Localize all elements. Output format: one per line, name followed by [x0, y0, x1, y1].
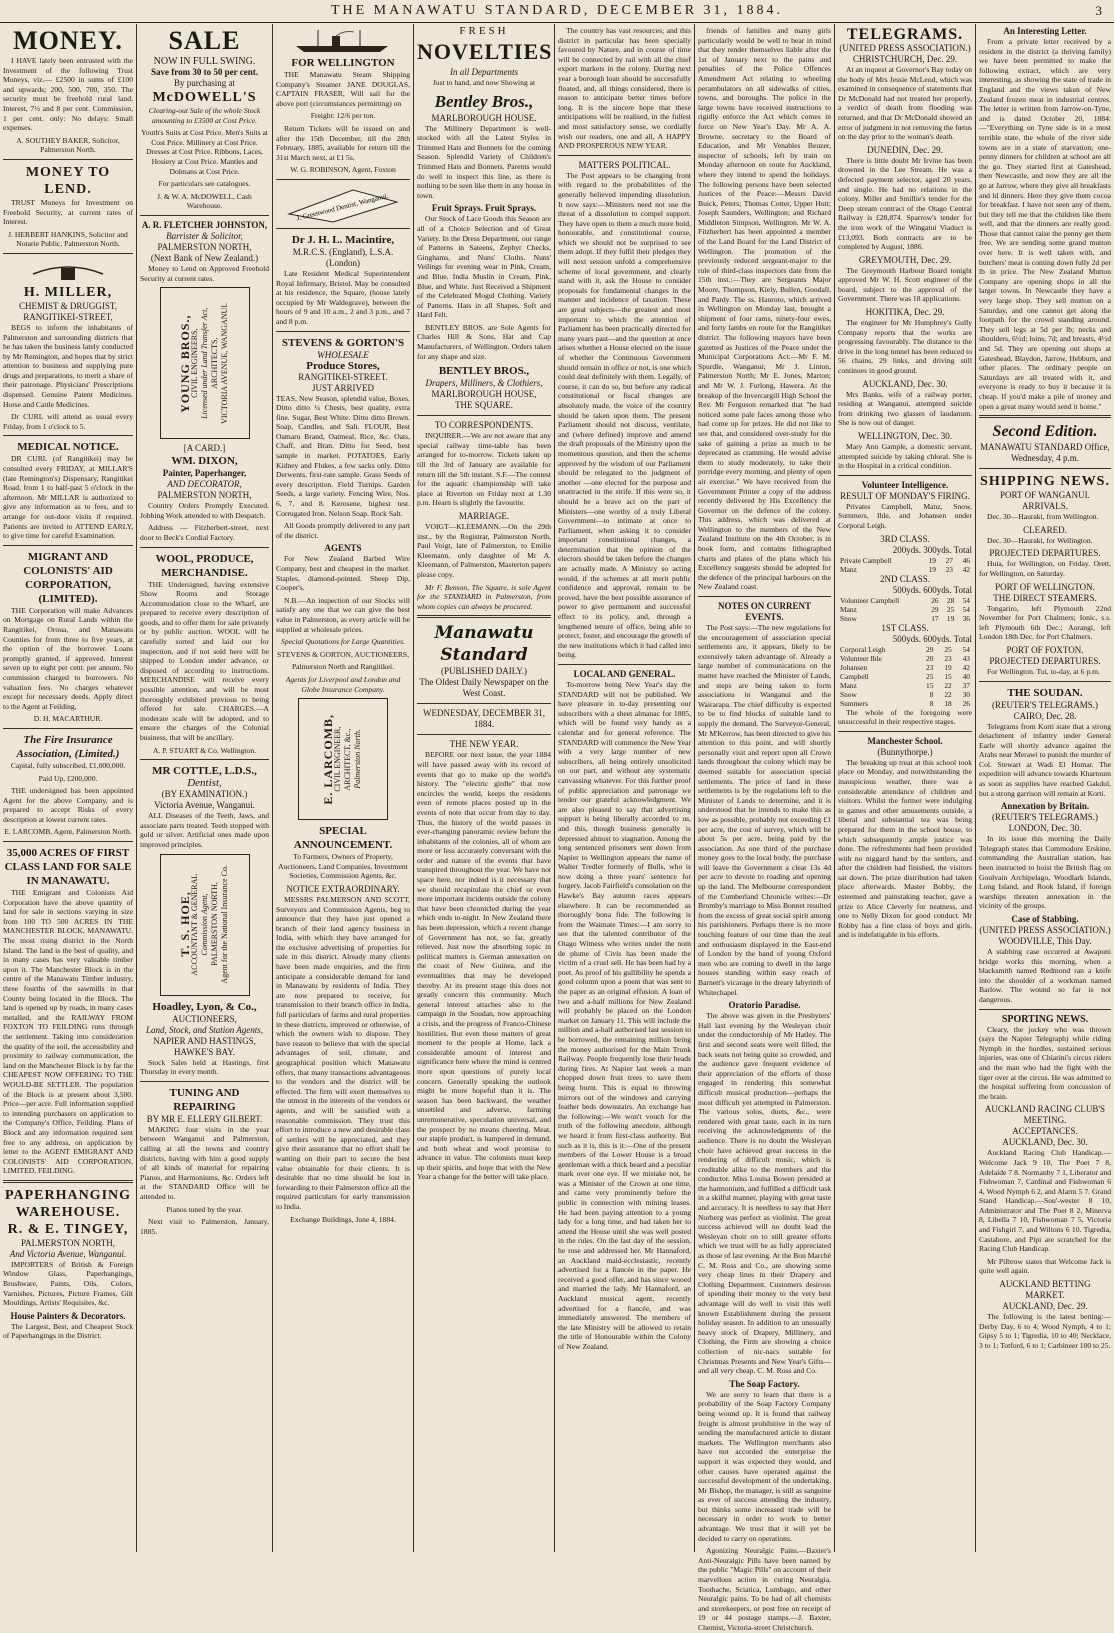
table-row	[838, 614, 972, 623]
hoadley-subheading-2: Land, Stock, and Station Agents,	[145, 1024, 264, 1035]
volunteer-footer: The whole of the foregoing were unsuccessful in their respective stages.	[838, 707, 972, 727]
table-row	[838, 605, 972, 614]
cell: 42	[962, 662, 970, 672]
larcomb-line-4: Palmerston North.	[353, 729, 362, 789]
volunteer-table-1	[838, 645, 972, 708]
table-row	[838, 565, 972, 574]
column-2	[137, 26, 272, 1552]
cleared: CLEARED.	[1023, 524, 1067, 535]
dentist-plate-text: J. Greenwood Dentist, Wanganui.	[295, 191, 390, 223]
tingey-subheading: PALMERSTON NORTH,	[21, 1237, 115, 1248]
cell: Manz	[840, 564, 857, 574]
volunteer-cols-2: 500yds. 600yds. Total	[892, 584, 972, 595]
stevens-signature: STEVENS & GORTON, AUCTIONEERS,	[276, 649, 410, 659]
cell: Volunteer Campbell	[840, 595, 900, 605]
miller-note: Dr CURL will attend as usual every Friday, from 1 o'clock to 5.	[3, 412, 133, 431]
cell: 23	[945, 564, 953, 574]
dixon-subheading-2: AND DECORATOR,	[167, 479, 242, 490]
tuning-heading: TUNING AND REPAIRING	[169, 1086, 240, 1113]
standard-date: WEDNESDAY, DECEMBER 31, 1884.	[422, 708, 545, 730]
cell: 54	[962, 595, 970, 605]
volunteer-cols-1: 500yds. 600yds. Total	[892, 633, 972, 644]
projected: PROJECTED DEPARTURES.	[989, 548, 1101, 559]
column-8	[976, 26, 1114, 1552]
volunteer-2nd-class: 2ND CLASS.	[879, 573, 930, 584]
acres-heading: 35,000 ACRES OF FIRST CLASS LAND FOR SALE IN MANAWATU.	[4, 847, 132, 888]
tingey-body: IMPORTERS of British & Foreign Window Glass, Paperhangings, Brushware, Paints, Oils, Colors, Varnishes, Pictures, Picture Frames, Gilt Mouldings, Artists' Requisites, &c.	[3, 1259, 133, 1308]
correspondents-heading: TO CORRESPONDENTS.	[434, 420, 534, 431]
dixon-subheading: Painter, Paperhanger,	[162, 468, 247, 479]
hoadley-body: Stock Sales held at Hastings, first Thursday in every month.	[140, 1057, 269, 1077]
bentley-agents-note: BENTLEY BROS. are Sole Agents for Charles Hill & Sons, Hat and Cap Manufacturers, of Wellington. Orders taken for any shape and size.	[417, 322, 551, 361]
tingey-heading: R. & E. TINGEY,	[7, 1221, 129, 1237]
freight: Freight: 12/6 per ton.	[310, 111, 376, 121]
fletcher-place: PALMERSTON NORTH,	[157, 241, 252, 252]
wellington-heading: FOR WELLINGTON	[291, 57, 395, 69]
lend-body: TRUST Moneys for Investment on Freehold Security, at current rates of Interest.	[3, 197, 133, 227]
young-line-3: Licensed under Land Transfer Act,	[199, 307, 209, 419]
soap-body: We are sorry to learn that there is a probability of the Soap Factory Company being wound up. It is found that railway freight is almost prohibitive in the way of sending the manufactured article to distant markets. The Wellington merchants also have not accorded the enterprise the support it was expected they would, and other causes have operated against the successful development of the undertaking. Mr Bishop, the manager, is still as sanguine as ever of success attending the industry, but thinks some increased trade will be necessary in order to work to better advantage. We trust that it will yet be decided to carry on operations.	[698, 1389, 831, 1543]
telegrams-wellington: WELLINGTON, Dec. 30.	[857, 431, 953, 441]
cell: 15	[944, 671, 952, 681]
fire-insurance-heading: The Fire Insurance Association, (Limited.)	[16, 733, 120, 760]
telegrams-body-3: The Greymouth Harbour Board tonight approved Mr W. H. Scott engineer of the board, subject to the approval of the Government. There was 18 applications.	[838, 265, 972, 304]
cell: Johansen	[840, 662, 868, 672]
tingey-footer-2: The Largest, Best, and Cheapest Stock of Paperhangings in the District.	[3, 1321, 133, 1341]
hoe-line-5: Agent for the National Insurance Co.	[219, 865, 229, 984]
cell: Snow	[840, 613, 857, 623]
new-year-body: BEFORE our next issue, the year 1884 will have passed away with its record of events that go to make up the world's history. The "electric girdle" that now encircles the world, keeps the residents even of remote places posted up in the events of note that occur from day to day. Thus, the history of the world passes in ever-changing panoramic review before the inhabitants of the colonies, all of whom are more or less accurately conversant with the order and nature of the events that have transpired throughout the year. We have not space here, nor indeed is it necessary that we should recapitulate the chief or even more important incidents outside the colony that have been chronicled during the year which ends to-night. In New Zealand there has been depression, which a recent change of Government has not, so far, greatly relieved. Just now the absorbing topic in political matters is German annexation on the coast of New Guinea, and the eventualities that may be developed thereby. At its present stage this does not greatly concern this community. Much general interest attaches also to the campaign in the Soudan, now approaching a crisis, and the progress of Franco-Chinese hostilities. But even these matters of great moment to the people at Home, lack a considerable amount of interest and significance here where the mind is centred more upon questions of purely local concern. Generally speaking the outlook might be more hopeful than it is. The season has been backward, the weather unsettled and adverse, farming unremunerative, speculation universal, and the prospect by no means cheering. Meat, our staple product, is hampered in demand, and both wheat and wool promise to advance in value. The colonists must keep up their spirits, and hope that with the New Year a change for the better will take place.	[417, 750, 551, 1182]
tingey-subheading-2: And Victoria Avenue, Wanganui.	[9, 1248, 127, 1259]
volunteer-result: RESULT OF MONDAY'S FIRING.	[840, 490, 970, 501]
telegrams-dunedin: DUNEDIN, Dec. 29.	[867, 144, 943, 155]
young-bros-card	[160, 287, 250, 439]
fire-signature: E. LARCOMB, Agent, Palmerston North.	[4, 827, 132, 837]
cell: Manz	[840, 604, 857, 614]
cell: 22	[944, 680, 952, 690]
agents-heading: AGENTS	[324, 543, 362, 554]
robinson-signature: W. G. ROBINSON, Agent, Foxton	[290, 165, 396, 175]
macintire-subheading: M.R.C.S. (England), L.S.A. (London)	[292, 246, 394, 268]
arc-subheading: ACCEPTANCES.	[1012, 1126, 1078, 1137]
dixon-address: Address — Fitzherbert-street, next door to Beck's Cordial Factory.	[140, 523, 269, 542]
cell: 28	[946, 595, 955, 605]
arc-note: Mr Pilbrow states that Welcome Jack is quite well again.	[979, 1256, 1111, 1276]
cell: 42	[962, 564, 970, 574]
notice-extraordinary: NOTICE EXTRAORDINARY.	[286, 883, 400, 894]
fire-paid: Paid Up, £200,000.	[38, 773, 98, 783]
stevens-subheading-2: Produce Stores,	[306, 359, 380, 372]
annexation-body: In its issue this morning the Daily Telegraph states that Commodore Erskine, commanding the Australian station, has been instructed to hoist the British flag on Goulvain Archipelago, Woodlark Islands, Long Island, and Rook Island, if foreign warships threaten annexation in the vicinity of the groups.	[979, 834, 1111, 911]
second-edition-date: Wednesday, 4 p.m.	[1011, 453, 1079, 464]
projected-body: Huia, for Wellington, on Friday. Orett, for Wellington, on Saturday.	[979, 559, 1111, 578]
masthead	[0, 0, 1114, 23]
migrant-signature: D. H. MACARTHUR.	[33, 714, 103, 724]
fire-capital: Capital, fully subscribed, £1,000,000.	[10, 760, 126, 770]
medical-notice-heading: MEDICAL NOTICE.	[17, 441, 119, 454]
column-4	[414, 26, 554, 1552]
correspondents-body: INQUIRER.—We are not aware that any special railway time-table has been arranged for to-morrow. Tickets taken up till the 3rd of January are available for return till the 5th instant. S.F.—The contest for the aquatic championship will take place at Riverton on Friday next at 1.30 p.m. Hearn is slightly the favourite.	[417, 431, 551, 508]
cell: 26	[931, 595, 939, 605]
cell: 17	[931, 613, 939, 623]
betting-body: The following is the latest betting:—Derby Day, 6 to 4; Wood Nymph, 4 to 1; Gipsy 5 to 1; Tigredia, 10 to 40; Necklace, 3 to 1; Totford, 6 to 1; Carbineer 100 to 25.	[979, 1312, 1111, 1350]
local-heading: LOCAL AND GENERAL.	[573, 669, 676, 679]
sale-items: Youth's Suits at Cost Price. Men's Suits at Cost Price. Millinery at Cost Price. Dresses at Cost Price. Ribbons, Laces, Hosiery at Cost Price. Mantles and Dolmans at Cost Price.	[141, 128, 268, 176]
sale-firm: McDOWELL'S	[152, 90, 257, 105]
stevens-street: RANGITIKEI-STREET.	[298, 371, 388, 382]
table-row	[838, 645, 972, 654]
agent-note: Mr F. Benson, The Square, is sole Agent for the STANDARD in Palmerston, from whom copies can always be procured.	[417, 582, 551, 611]
table-row	[838, 556, 972, 565]
interest-body: From a private letter received by a resident in the district (a thriving family) we have been permitted to make the following extract, which are very interesting, as showing the state of trade in England and the views taken of New Zealand frozen meat in industrial centres. The letter is written from Jarrow-on-Tyne, and is dated October 20, 1884:—"Everything on Tyne side is in a most terrible state, the whole of the river side towns are in a state of starvation; one-penny dinners for children at school are all the go. They started first at Gateshead, then Newcastle, and now they are all the go at Jarrow, where they give all breakfasts and ld dinners. Here they give them cocoa for breakfast. I have not seen any of them, but they tell me that the children like them well, and that the dinners are really good. Those that cannot raise the penny get them free. We are sending some grand mutton over here. It is well taken with, and butchers' meat is coming down fully 2d per lb in price. The New Zealand Mutton Company are opening shops in all the larger towns. In Newcastle they have a very large shop. They sell mutton on a Saturday, and one cannot get along the footpath for the crowd standing around. They sell legs at 5d per lb; necks and shoulders, 6½d; loins, 7d; and breasts, 4½d and 5d. They are opening out shops at Gateshead, Blaydon, Jarrow, Hebburn, and other places. The ordinary people on Saturdays are all treated with it, and everyone is ready to buy it because it is cheap. If you'd make a pile of money and open a great many would send it home."	[979, 37, 1111, 411]
column-1	[0, 26, 136, 1552]
wool-heading: WOOL, PRODUCE, MERCHANDISE.	[155, 552, 254, 579]
table-row	[838, 681, 972, 690]
cell: Campbell	[840, 671, 869, 681]
volunteer-table-2	[838, 596, 972, 623]
cell: 36	[962, 613, 970, 623]
tingey-footer: House Painters & Decorators.	[10, 1310, 126, 1321]
cell: 25	[926, 671, 934, 681]
marlborough-house: MARLBOROUGH HOUSE.	[431, 112, 537, 123]
acres-body: THE Emigrant and Colonists Aid Corporation have the above quantity of land for sale in sections varying in size from 100 TO 500 ACRES IN THE MANCHESTER BLOCK, MANAWATU. The most rising district in the North Island. The land is the best of quality, and in many cases has very valuable timber upon it. The Manchester Block is in the centre of the Manawatu Timber industry, three fourths of the sawmills in that County being located in the Block. The land is opened up by roads, in many cases metalled, and the RAILWAY FROM FOXTON TO FEILDING runs through the settlement. Taking into consideration the quality of the soil, the accessibility and proximity to railway communication, the land on the Manchester Block is by far the CHEAPEST NOW OFFERING TO THE WOULD-BE SETTLER. The population of the Block is at present about 3,500. Price—per acre. Full information supplied to intending purchasers on application to the Company's Office, Feilding. Plans of Block and any information required sent free to any address, on application by letter to the AGENT EMIGRANT AND COLONISTS' AID CORPORATION, LIMITED, FEILDING.	[3, 888, 133, 1176]
manchester-body: The breaking up treat at this school took place on Monday, and notwithstanding the inauspicious weather, there was a considerable attendance of children and visitors. Whilst the former were indulging in games and other amusements outside, a liberal and substantial tea was being prepared for them in the school house, to which subsequently ample justice was done. The refreshments had been provided with no niggard hand by the settlers, and after the children had finished, the visitors sat down. The prize distribution had taken place afterwards. Master Bobby, the esteemed and painstaking teacher, gave a prize to Alice Cleverly for neatness, and one to Nelly Dixon for good conduct. Mr Robby has a fine class of boys and girls, and is indefatigable in his efforts.	[838, 757, 972, 940]
annexation-reuter: (REUTER'S TELEGRAMS.)	[992, 812, 1098, 823]
arrivals: ARRIVALS.	[1021, 501, 1069, 512]
agents-nb: N.B.—An inspection of our Stocks will satisfy any one that we can give the best value in Palmerston, as every article will be supplied at wholesale prices.	[276, 595, 410, 634]
volunteer-table-3	[838, 556, 972, 574]
telegrams-body-2: There is little doubt Mr Irvine has been drowned in the Lee Stream. He was a defected payment selector, aged 20 years, and single. He had no relations in the colony. Miller and Smillie's tender for the Deep stream contract of the Otago Central Railway is £28,874. Sparrow's tender for the iron work of the Wingatui Viaduct is £13,093. Both contracts are to be completed by August, 1886.	[838, 155, 972, 252]
foxton-projected: PROJECTED DEPARTURES.	[989, 655, 1101, 666]
soudan-reuter: (REUTER'S TELEGRAMS.)	[992, 699, 1098, 710]
cleared-body: Dec. 30—Hauraki, for Wellington.	[987, 535, 1093, 545]
table-row	[838, 672, 972, 681]
miller-body: BEGS to inform the inhabitants of Palmerston and surrounding districts that he has taken the business lately conducted by Mr Remington, and hopes that by strict attention to business and supplying pure drugs and preparations, to merit a share of their patronage. Physicians' Prescriptions dispensed. Genuine Patent Medicines. Horse and Cattle Medicines.	[3, 322, 133, 409]
return-body: Return Tickets will be issued on and after the 15th December, till the 28th February, 1885, available for return till the 31st March next, at £1 5s.	[276, 123, 410, 162]
cell: 29	[926, 644, 934, 654]
cell: 26	[962, 698, 970, 708]
direct-steamers: THE DIRECT STEAMERS.	[993, 592, 1097, 603]
bentley-heading: Bentley Bros.,	[434, 91, 534, 111]
direct-body: Tongariro, left Plymouth 22nd November for Port Chalmers; Ionic, s.s. left Plymouth 6th Dec.; Aorangi, left London 18th Dec. for Port Chalmers.	[979, 603, 1111, 642]
interest-heading: An Interesting Letter.	[1003, 26, 1087, 36]
cottle-body: ALL Diseases of the Teeth, Jaws, and associate parts treated. Teeth stopped with gold or silver. Artificial ones made upon improved principles.	[140, 811, 269, 849]
stevens-note: All Goods promptly delivered to any part of the district.	[276, 521, 410, 540]
special-quotations: Special Quotations for Large Quantities.	[281, 637, 405, 647]
miller-street: RANGITIKEI-STREET,	[23, 311, 113, 322]
cottle-subheading: Dentist,	[187, 777, 222, 790]
manchester-heading: Manchester School.	[867, 735, 943, 746]
medical-notice-body: DR CURL (of Rangitikei) may be consulted every FRIDAY, at MILLAR'S (late Remington's) Dispensary, Rangitikei Road, from 1 to half-past 5 o'clock in the afternoon. Mr MILLAR is authorized to give any information as to fees, and to arrange for out-door visits if required. Patients are invited to ATTEND EARLY, to give time for careful Examination.	[3, 454, 133, 541]
stabbing-body: A stabbing case occurred at Awapuni bridge works this morning, when a blacksmith named Redmond ran a knife into the shoulder of a workman named Barlow. The wound so far is not dangerous.	[979, 947, 1111, 1004]
table-row	[838, 654, 972, 663]
lend-signature: J. HERBERT HANKINS, Solicitor and Notarie Public, Palmerston North.	[8, 229, 128, 249]
table-row	[838, 699, 972, 708]
tuning-body: MAKING four visits in the year between Wanganui and Palmerston, calling at all the towns and country districts, having with him a good supply of all kinds of material for repairing Pianos, and Harmoniums, &c. Orders left at the STANDARD Office will be attended to.	[140, 1124, 269, 1201]
marlborough-house-2: MARLBOROUGH HOUSE,	[431, 389, 537, 400]
paperhanging-heading: PAPERHANGING WAREHOUSE.	[4, 1187, 132, 1220]
telegrams-body-4: The engineer for Mr Humphrey's Gully Company reports that the works are progressing favourably. The distance to the drive in the long tunnel has been reduced to 56 chains, 29 links, and driving still continues in good ground.	[838, 318, 972, 376]
telegrams-body-5: Mrs Banks, wife of a railway porter, residing at Wanganui, attempted suicide from drinking two glasses of laudanum. She is now out of danger.	[838, 389, 972, 428]
soap-heading: The Soap Factory.	[729, 1378, 800, 1389]
cell: 54	[962, 644, 970, 654]
cottle-exam: (BY EXAMINATION.)	[161, 789, 248, 800]
tuning-note: Pianos tuned by the year.	[166, 1204, 243, 1214]
tuning-next: Next visit to Palmerston, January, 1885.	[140, 1217, 269, 1236]
telegrams-heading: TELEGRAMS.	[846, 26, 964, 43]
fletcher-subheading: Barrister & Solicitor,	[166, 230, 243, 241]
cell: Summers	[840, 698, 868, 708]
migrant-body: THE Corporation will make Advances on Mortgage on Rural Lands within the Rangitikei, Oroua, and Manawatu Counties for from three to five years, at the option of the borrower. Loans promptly granted, if approved. Interest seven up to eight per cent. per annum. No commission charged to borrowers. No valuation fees. No charges whatever except for necessary deeds. Apply direct to the Agent at Feilding,	[3, 605, 133, 711]
port-wanganui: PORT OF WANGANUI.	[1000, 490, 1090, 501]
column-3	[273, 26, 413, 1552]
standard-published: (PUBLISHED DAILY.)	[441, 666, 527, 677]
larcomb-line-3: ARCHITECT, &c.,	[343, 728, 352, 791]
money-body: I HAVE lately been entrusted with the Investment of the following Trust Moneys, viz.— £2500 in sums of £100 and upwards; 200, 500, 700, 350. The security must be freehold rural land, Interest, 7½ and 8 per cent. Commission, 1 per cent. only: No delays: Small expenses.	[3, 56, 133, 133]
volunteer-cols-3: 200yds. 300yds. Total	[892, 544, 972, 555]
cell: 20	[926, 653, 934, 663]
liverpool-agents: Agents for Liverpool and London and Globe Insurance Company.	[285, 674, 401, 694]
sale-heading: SALE	[168, 26, 241, 55]
cell: 25	[946, 604, 955, 614]
telegrams-assoc: (UNITED PRESS ASSOCIATION.)	[839, 43, 971, 53]
young-line-1: YOUNG BROS.,	[177, 313, 192, 413]
cell: 23	[926, 662, 934, 672]
cell: 25	[944, 644, 952, 654]
foxton-body: For Wellington. Tui, to-day, at 6 p.m.	[987, 666, 1100, 676]
stevens-arrived: JUST ARRIVED	[311, 382, 375, 393]
drapers: Drapers, Milliners, & Clothiers,	[425, 378, 543, 389]
sale-signature: J. & W. A. McDOWELL, Cash Warehouse.	[157, 191, 252, 211]
macintire-heading: Dr J. H. L. Macintire,	[291, 233, 395, 246]
soudan-body: Telegrams from Korti state that a strong detachment of infantry under General Earle will shortly advance against the Arabs near Merawi to punish the murder of Col. Stewart at Wadi El Homar. The expedition will advance towards Khartoum as soon as supplies have reached Gakdul, but a strong garrison will remain at Korti.	[979, 721, 1111, 798]
fletcher-heading: A. R. FLETCHER JOHNSTON,	[141, 219, 268, 230]
agents-body: For New Zealand Barbed Wire Company, best and cheapest in the market. Staples, diamond-pointed. Sheep Dip, Cooper's.	[276, 554, 410, 593]
wool-signature: A. P. STUART & Co. Wellington.	[152, 745, 257, 755]
intro-body-6: friends of families and many girls particularly would be well to bear in mind that they render themselves liable after the 1st of January next to the pains and penalties of the Police Offences Amendment Act relating to wheeling perambulators on all sidewalks of cities, towns, and boroughs. The police in the large towns have received instructions to rigidly enforce the Act which comes in force on New Year's Day. Mr A. A. Browne, secretary to the Board of Education, and Mr Venables Beuzer, inspector of schools, left by train on Monday afternoon en route for Auckland, where they intend to spend the holidays. The following persons have been selected Justices of the Peace:—Messrs David Buick, Peters; Thomas Cotter, Upper Hutt; Joseph Saunders, Wellington; and Richard Middleton Simpson, Wellington. Mr W. A. Fitzherbert has been appointed a member of the Land Board for the Land District of Wellington. The promotion of the previously reduced sergeant-major to the rule of third-class inspectors date from the 15th inst.:—They are Sergeants Major Moore, Thompson, Kiely, Bullen, Goodall, and Pardy. The ss. Hauroto, which arrived in Wellington on Monday last, brought a shipment of four rams, ninety-four ewes, and forty lambs en route for the Rangitikei district. The following mayors have been gazetted as Justices of the Peace under the Municipal Corporations Act:—Mr F. M. Spurdle, Wanganui; Mr J. Linton, Palmerston North; Mr E. Jones, Marton; and Mr W. J. Furlong, Hawera. At the breakup of the Invercargill High School the Rev. Mr Ferguson remarked that "he had noticed some pale faces among those who had come up for prizes. He did not like to see that, and considered over-study for the sake of gaining a prize as much to be deprecated as cramming. He would advise them to study moderately, to take their porridge every morning, and plenty of open air exercise." We have received from the Government Printer a copy of the address recently delivered by His Excellency the Governor on the defence of the colony. This address, which was delivered at Wellington to the members of the New Zealand Institute on the 4th October, is in book form, and contains lithographed charts and plates of the plans which his Excellency suggests should be adopted for the defence of the principal harbours on the New Zealand coast.	[698, 26, 831, 592]
sporting-heading: SPORTING NEWS.	[1001, 1013, 1089, 1025]
fire-body: THE undersigned has been appointed Agent for the above Company, and is prepared to accept Risks of every description at lowest current rates.	[3, 786, 133, 824]
second-edition-office: MANAWATU STANDARD Office,	[980, 442, 1110, 453]
cell: Snow	[840, 689, 857, 699]
sale-subheading: NOW IN FULL SWING.	[153, 56, 256, 67]
young-line-5: VICTORIA AVENUE, WANGANUI.	[219, 302, 229, 424]
manchester-subheading: (Bunnythorpe.)	[877, 746, 933, 757]
cell: Corporal Leigh	[840, 644, 886, 654]
sporting-body: Cleary, the jockey who was thrown (says the Napier Telegraph) while riding Nymph in the hurdles, sustained serious injuries, was one of Chiarini's circus riders and the man who had the fight with the tiger over at the circus. He was admitted to the hospital suffering from concussion of the brain.	[979, 1024, 1111, 1101]
column-7	[835, 26, 975, 1552]
fresh-heading: FRESH	[459, 25, 509, 37]
volunteer-heading: Volunteer Intelligence.	[861, 479, 949, 490]
stabbing-heading: Case of Stabbing.	[1011, 914, 1079, 924]
cell: Manz	[840, 680, 857, 690]
second-edition-heading: Second Edition.	[992, 423, 1098, 441]
betting-heading: AUCKLAND BETTING MARKET.	[999, 1279, 1091, 1301]
stevens-list: TEAS, New Season, splendid value, Boxes. Ditto ditto ¼ Chests, best quality, extra fine. Sugar, Best White. Ditto ditto Brown. Soap, Candles, and Salt. FLOUR, Best Oamaru Brand, Oatmeal, Rice, &c. Oats, Chaff, and Bran. Ditto for Seed, best sample in market. POTATOES, Early Kidney and Flukes, a few sacks only. Ditto Derwents, first-rate sample. Grass Seeds of every description. Field Turnips. Garden Seeds, a large variety. Fencing Wire, Nos. 6, 7, and 8. Kerosene, highest test. Corrugated Iron. Nelson Soap. Rock Salt.	[276, 393, 410, 518]
betting-place: AUCKLAND, Dec. 29.	[1002, 1301, 1088, 1312]
just-to-hand: Just to hand, and now Showing at	[432, 78, 536, 87]
table-row	[838, 596, 972, 605]
macintire-body: Late Resident Medical Superintendent Royal Infirmary, Bristol. May be consulted at his residence, the Square, (house lately occupied by Mr Waldegrave), between the hours of 9 and 10 a.m., 2 and 3 p.m., and 7 and 8 p.m.	[276, 268, 410, 326]
cell: 27	[945, 555, 953, 565]
masthead-title: THE MANAWATU STANDARD, DECEMBER 31, 1884.	[330, 3, 784, 18]
hoadley-subheading: AUCTIONEERS,	[172, 1013, 237, 1024]
cell: 37	[962, 680, 970, 690]
larcomb-line-2: CIVIL ENGINEER,	[333, 726, 342, 792]
cottle-heading: MR COTTLE, L.D.S.,	[152, 765, 257, 778]
cell: 15	[926, 680, 934, 690]
cell: Private Campbell	[840, 555, 892, 565]
arc-place: AUCKLAND, Dec. 30.	[1002, 1137, 1088, 1148]
stabbing-place: WOODVILLE, This Day.	[998, 936, 1092, 946]
miller-subheading: CHEMIST & DRUGGIST,	[19, 300, 117, 311]
cell: 22	[944, 689, 952, 699]
standard-title: Manawatu Standard	[434, 623, 534, 666]
dentist-plate-icon	[276, 184, 410, 224]
wool-body: THE Undersigned, having extensive Show Rooms and Storage Accommodation close to the Wharf, are prepared to receive every description of goods, and to offer them for sale privately or by public auction. WOOL will be carefully sorted and laid out for inspection, and if not sold here will be shipped to London under advance, or disposed of according to instructions. MERCHANDISE will receive every possible attention, and will be most thoroughly exhibited previous to being offered for sale. CHARGES.—A moderate scale will be adopted, and to ensure the charges of the Colonial business, that will be ancillary.	[140, 579, 269, 742]
dixon-heading: WM. DIXON,	[171, 455, 238, 468]
sale-percent: Save from 30 to 50 per cent.	[151, 67, 258, 77]
cell: 54	[962, 604, 970, 614]
lace-body: Our Stock of Lace Goods this Season are all of a Choice Selection and of Great Variety. In the Dress Department, our range of Patterns in Sateens, Zephyr Checks, Ginghams, and Nuns' Cloths. Nuns' Veilings for evening wear in Pink, Cream, and Blue. India Muslin in Cream, Pink, Blue, and White. Just Received a Shipment of the Celebrated Mogul Clothing. Variety of Patterns. Hats in all Shapes, Soft and Hard Felt.	[417, 214, 551, 320]
card-label: [A CARD.]	[183, 443, 226, 454]
arrivals-body: Dec. 30—Hauraki, from Wellington.	[987, 512, 1099, 522]
cell: 30	[962, 689, 970, 699]
sale-footer: For particulars see catalogues.	[158, 179, 251, 189]
port-foxton: PORT OF FOXTON.	[1006, 644, 1084, 655]
volunteer-3rd-class: 3RD CLASS.	[880, 533, 930, 544]
matters-heading: MATTERS POLITICAL.	[578, 159, 671, 170]
port-wellington: PORT OF WELLINGTON.	[995, 581, 1095, 592]
hoe-card	[160, 854, 250, 996]
table-row	[838, 663, 972, 672]
cell: 8	[929, 689, 934, 699]
cell: 43	[962, 653, 970, 663]
telegrams-body-6: Mary Ann Gample, a domestic servant, attempted suicide by taking chloral. She is in the Hospital in a critical condition.	[838, 442, 972, 471]
departments: In all Departments	[450, 67, 518, 77]
stabbing-assoc: (UNITED PRESS ASSOCIATION.)	[979, 925, 1111, 935]
neuralgia-body: Agonizing Neuralgic Pains.—Baxter's Anti-Neuralgic Pills have been named by the public "Magic Pills" on account of their marvellous action in curing Neuralgia, Toothache, Sciatica, Lumbago, and other Neuralgic pains. To be had of all chemists and storekeepers, or post free on receipt of 19 or 44 postage stamps.—J. Baxter, Chemist, Victoria-street Christchurch.	[698, 1546, 831, 1632]
new-year-heading: THE NEW YEAR.	[449, 739, 519, 750]
notes-body: The Post says:—The new regulations for the encouragement of association special settlements are, it appears, likely to be extensively taken advantage of. Already a large number of communications on the matter have reached the Minister of Lands, and steps are being taken to form associations in Wanganui and the Wairarapa. The chief difficulty is expected to be to find blocks of suitable land to supply the demand. The Surveyor-General, Mr M'Kerrow, has been directed to give his attention to this point, and will shortly personally visit and report upon all Crown lands throughout the colony which may be deemed suitable for association special settlements. The price of land in these settlements is by the regulations left to the Minister of Lands to determine, and it is understood that he intends to make this as low as possible, probably not exceeding £1 per acre, the cost of survey, which will be about 5s per acre, being paid by the association. As one third of the purchase money goes to the local body, the purchase will leave the Government a clear 13s 4d per acre to devote to roading and opening up the land. The Melbourne correspondent of the Cumberland Chronicle writes:—Dr Bromby's marriage to Miss Bonnet resulted from the excess of great social spirit among his parishioners. Perhaps there is no more touching feature of our time than the zeal and enthusiasm displayed in the East-end of London by the band of young Oxford men who are coming to dwell in the large houses standing within easy reach of Barnett's vicarage in the dreary labyrinth of Whitechapel.	[698, 623, 831, 997]
hoe-line-2: ACCOUNTANT & GENERAL	[189, 873, 199, 976]
volunteer-1st-class: 1ST CLASS.	[881, 622, 929, 633]
oratorio-body: The above was given in the Presbyters' Hall last evening by the Wesleyan choir under the conductorship of Mr Hatley. The first and second seats were well filled, the back seats not being quite so crowded, and the audience gave frequent evidence of their appreciation of the efforts of those engaged in rendering this somewhat difficult musical production—perhaps the most difficult yet attempted in Palmerston. The various solos, duets, &c., were rendered with great taste, each in its turn receiving the acknowledgments of the audience. There is no doubt the Wesleyan choir have achieved great success in the rendering of difficult music, which is creditable alike to the members and the conductor. Miss Louisa Bowen presided at the harmonium, and fulfilled a difficult task in a skilful manner, playing with great taste and accuracy. It is needless to say that Herr Norberg was perfect as violinist. The great success achieved will no doubt lead the Wesleyan choir on to still greater efforts which we trust will be as fully appreciated as those of last evening. At the Bon Marché C. M. Ross and Co., are showing some very cheap lines in their Drapery and Clothing Department. Customers desirous of spending their money to the very best advantage will do well to visit this well known Establishment during the present holiday season. In addition to an unusually heavy stock of Drapery, Millinery, and Clothing, the Firm are showing a choice collection of nic-nacs suitable for Christmas Presents and New Year's Gifts—and all very cheap. C. M. Ross and Co.	[698, 1011, 831, 1376]
column-5	[555, 26, 694, 1552]
cell: 19	[944, 662, 952, 672]
arc-body: Auckland Racing Club Handicap.—Welcome Jack 9 10, The Poet 7 8, Adelaide 7 8. Normanby 7 1, Liberator and Fishwoman 7, Cardinal and Fishwoman 6 4, Wood Nymph 6 2, and Alarm 5 7. Grand Stand Handicap.—Sou'-wester 8 10, Administrator and The Poet 8 2, Minerva 8, Libella 7 10, Fishwoman 7 5, Victoria and Fishgirl 7, and Wiltons 6 10. Tigredia, Castabore, and Pipi are scratched for the Racing Club Handicap.	[979, 1148, 1111, 1254]
annexation-heading: Annexation by Britain.	[1000, 801, 1090, 812]
lend-heading: MONEY TO LEND.	[25, 164, 111, 197]
money-heading: MONEY.	[13, 26, 123, 55]
fletcher-address: (Next Bank of New Zealand.)	[150, 252, 259, 263]
soudan-heading: THE SOUDAN.	[1007, 686, 1083, 699]
page-number: 3	[1095, 3, 1102, 18]
fruit-sprays: Fruit Sprays. Fruit Sprays.	[431, 203, 537, 214]
arc-heading: AUCKLAND RACING CLUB'S MEETING.	[984, 1104, 1106, 1126]
cell: Volunteer Ihle	[840, 653, 882, 663]
special-body: MESSRS PALMERSON AND SCOTT, Surveyors and Commission Agents, beg to announce that they have just opened a branch of their land agency business in India, with which they have arranged for the exclusive advertising of properties for sale in this district. Already many clients have been made enquiries, and the firm anticipate a considerable demand for land in Manawatu by residents of India. They are now prepared to receive, for transmission to their branch office in India, full particulars of farms and rural properties in these districts, improved or otherwise, of which the owners wish to dispose. They have reason to believe that with the special advantages of soil, climate, and geographical position which Manawatu offers, that many transactions advantageous to the vendors and the district will be effected. The firm will exert themselves to the utmost in the interests of the vendors or agents, and will be satisfied with a reasonable commission. They trust this effort to introduce a new and desirable class of settlers will be appreciated, and they give their assurance that no effort shall be wanting on their part to secure the best value obtainable for their clients. It is desirable that no time should be lost in forwarding to their Palmerston office all the required particulars for early transmission to India.	[276, 894, 410, 1211]
local-body: To-morrow being New Year's day the STANDARD will not be published. We have pleasure in to-day presenting our subscribers with a sheet almanac for 1885, which will be found very handy as a calendar and for general reference. The STANDARD will commence the New Year with a very large number of new subscribers, all being entirely unsolicited on our part, and without any systematic canvassing whatever. For this further proof of public appreciation and patronage we tender our grateful acknowledgment. We are also pleased to say that advertising support is being liberally accorded to us, and this, though business generally is depressed almost to stagnation. Among the long sentenced prisoners sent down from Napier to Wellington appears the name of Walter Tredler formerly of Bulls, who is now doing a three years' sentence for forgery. Jacob Fairfield's consolation on the Hawke's Bay autumn races appears elsewhere. It can be recommended as thoroughly bona fide. The following is from the Waimate Times:—I am sorry to see that the talented contributor of the Otago Witness who writes under the nom de plume of Civis has been made the victim of a cruel sell. He has been had by a poet. As proof of his gullibility he spends a good column upon a poem that was sent to the paper as an original effusion. A loan of two and a-half millions for New Zealand will probably be placed on the London market on January 11. This will include the million and a-half authorised last session to be borrowed, the remaining million being the money authorised for the Main Trunk Railway. People frequently lose their heads during fires. At Napier last week a man chopped down fruit trees to save them being burnt. This is equal to throwing mirrors out of the windows and carrying feather beds downstairs. An exchange has the following:—We won't vouch for the truth of the following anecdote, although we heard it from first-class authority. But such as it is, this is it:—One of the present members of the Lower House is a broad gentleman with a thick beard and a peculiar mark over one eye. If we mistake not, he was a Minister of the Crown at one time, and came very prominently before the public in connection with mining leases. He had been paying attention to a young lady for a long time, and had taken her to attend the House until she was well posted in the rules. On the last day of the session, he rose and addressed her. Mr Hannaford, an Auckland maid-ecclesiastic, recently advertised for a fiancée in the paper. He received a good offer, and has since wooed and married the lady. Mr Hannaford, an Auckland musical agent, recently advertised for a fiancée, and was immediately answered. The members of the late Ministry will be allowed to retain the title of Honourable within the Colony of New Zealand.	[558, 680, 691, 1351]
telegrams-auckland: AUCKLAND, Dec. 30.	[862, 378, 948, 389]
cottle-place: Victoria Avenue, Wanganui.	[154, 800, 255, 811]
money-signature: A. SOUTHEY BAKER, Solicitor, Palmerston North.	[16, 135, 120, 155]
hoe-line-1: T. S. HOE,	[177, 891, 192, 958]
young-line-4: ARCHITECTS,	[209, 337, 219, 389]
cell: 19	[946, 613, 955, 623]
volunteer-body: Privates Campbell, Manz, Snow, Summers, Ihle, and Johansen under Corporal Leigh.	[838, 501, 972, 530]
tuning-by: BY MR E. ELLERY GILBERT.	[146, 1113, 263, 1124]
dixon-body: Country Orders Promptly Executed. Jobbing Work attended to with Despatch.	[140, 501, 269, 520]
hoadley-place: NAPIER AND HASTINGS, HAWKE'S BAY.	[153, 1035, 256, 1057]
cell: 46	[962, 555, 970, 565]
special-address: Exchange Buildings, June 4, 1884.	[290, 1214, 396, 1224]
stevens-place: Palmerston North and Rangitikei.	[291, 662, 395, 672]
larcomb-line-1: E. LARCOMB,	[321, 713, 335, 805]
millinery-body: The Millinery Department is well-stocked with all the Latest Styles in Trimmed Hats and Bonnets for the coming Season. Splendid Variety of Children's Trimmed Hats and Bonnets. Parents would do well to inspect this line, as there is nothing to be seen like them in any house in town.	[417, 123, 551, 200]
novelties-heading: NOVELTIES	[417, 39, 553, 64]
wellington-body: THE Manawatu Steam Shipping Company's Steamer JANE DOUGLAS, CAPTAIN FRASER, Will sail for the above port (circumstances permitting) on	[276, 70, 410, 108]
table-row	[838, 690, 972, 699]
dixon-place: PALMERSTON NORTH,	[157, 490, 252, 501]
mortar-and-pestle-icon	[3, 258, 133, 282]
hoe-line-4: PALMERSTON NORTH,	[209, 882, 219, 967]
annexation-london: LONDON, Dec. 30.	[1008, 823, 1082, 834]
hoe-line-3: Commission Agent,	[199, 893, 209, 956]
standard-oldest: The Oldest Daily Newspaper on the West Coast.	[419, 677, 549, 699]
the-square: THE SQUARE.	[455, 400, 513, 411]
telegrams-christchurch: CHRISTCHURCH, Dec. 29.	[852, 54, 958, 64]
bentley-heading-2: BENTLEY BROS.,	[438, 365, 530, 378]
migrant-heading: MIGRANT AND COLONISTS' AID CORPORATION, (LIMITED).	[23, 550, 113, 605]
sale-by: By purchasing at	[174, 78, 235, 88]
young-line-2: CIVIL ENGINEERS,	[189, 328, 199, 398]
oratorio-heading: Oratorio Paradise.	[728, 1000, 801, 1011]
hoadley-heading: Hoadley, Lyon, & Co.,	[152, 1000, 257, 1013]
cell: 19	[928, 555, 936, 565]
special-to: To Farmers, Owners of Property, Auctioneers, Land Companies, Investment Societies, Commission Agents, &c.	[278, 852, 408, 881]
miller-heading: H. MILLER,	[23, 284, 113, 300]
steamship-icon	[276, 28, 410, 54]
stevens-heading: STEVENS & GORTON'S	[281, 336, 405, 349]
cell: 29	[931, 604, 939, 614]
special-heading: SPECIAL ANNOUNCEMENT.	[293, 825, 393, 852]
marriage-heading: MARRIAGE.	[458, 511, 510, 521]
intro-body: The country has vast resources; and this district in particular has been specially favoured by Nature, and in course of time will be connected by rail with all the chief export markets in the colony. During next year a borough loan should be successfully floated, and, all things considered, there is reason to anticipate better times before long. It is the sincere hope that these anticipations will be realised, in the fullest and most satisfactory sense, we cordially wish our readers, one and all, A HAPPY AND PROSPEROUS NEW YEAR.	[558, 26, 691, 151]
larcomb-card	[298, 698, 388, 820]
cell: 19	[928, 564, 936, 574]
column-6	[695, 26, 834, 1632]
marriage-body: VOIGT—KLEEMANN.—On the 29th inst., by the Registrar, Palmerston North, Paul Voigt, late of Palmerston, to Emilie Kleemann, only daughter of Mr A. Kleemann, of Palmerston, Masterton papers please copy.	[417, 522, 551, 579]
fletcher-body: Money to Lend on Approved Freehold Security at current rates.	[140, 263, 269, 283]
telegrams-hokitika: HOKITIKA, Dec. 29.	[865, 307, 945, 318]
cell: 8	[929, 698, 934, 708]
shipping-heading: SHIPPING NEWS.	[980, 474, 1110, 490]
matters-body: The Post appears to be changing front with regard to the probabilities of the generally believed impending dissolution. It now says:—Ministers need not use the threat of a dissolution to compel support. They have open to them a much more bold, honourable, and constitutional course, which we should not be surprised to see them adopt. If they fulfil their pledges they will next session unfold a comprehensive scheme of local government, and clearly stand with it, ask the House to consider proposals for fundamental changes in the manner and incidence of taxation. These are great subjects—the greatest and most important to which the attention of Parliament has been practically directed for many years past—and the question at once arises whether a House elected on the issue of whether the Continuous Government should remain in office or not, is one which could deal definitely with them. Legally, of course, it can do so, but before any radical constitutional or fiscal changes are absolutely made, the voice of the country should be taken upon them. The present Parliament should not discuss, ventilate, and (where defined) improve and amend the draft proposals of the Ministry upon the momentous question, and then the scheme approved by the wisdom of our Parliament should be relegated to the judgment of another —one elected for the purpose and unattracted in the strife. If this were so, it should be a brave act on the part of Ministers—one worthy of a truly Liberal Government—to intimate at once to Parliament, when asking it to consider important constitutional changes, a determination that the opinion of the electors should be taken before the changes are actually made. A Ministry so acting would, if the schemes at all merit public confidence and approval, remain to be proved, have the best possible assurance of power to give permanent and successful effect to its policy, and, through a lengthened tenure of office, being able to protect, foster, and encourage the growth of the new institutions which it had called into being.	[558, 170, 691, 660]
notes-heading: NOTES ON CURRENT EVENTS.	[717, 601, 811, 623]
cell: 40	[962, 671, 970, 681]
telegrams-body-1: At an inquest at Governor's Bay today on the body of Mrs Jessie McLeod, which was examined in consequence of statements that Dr McDonald had not treated her properly, a verdict of death from flooding was returned, and that Dr McDonald showed an error of judgment in not removing the fœtus on the day prior to the woman's death.	[838, 65, 972, 142]
sale-body: Clearing-out Sale of the whole Stock amounting to £3500 at Cost Price.	[148, 106, 261, 125]
cell: 23	[944, 653, 952, 663]
stevens-subheading: WHOLESALE	[317, 349, 369, 360]
soudan-cairo: CAIRO, Dec. 28.	[1013, 710, 1077, 721]
telegrams-greymouth: GREYMOUTH, Dec. 29.	[858, 254, 952, 265]
cell: 18	[944, 698, 952, 708]
